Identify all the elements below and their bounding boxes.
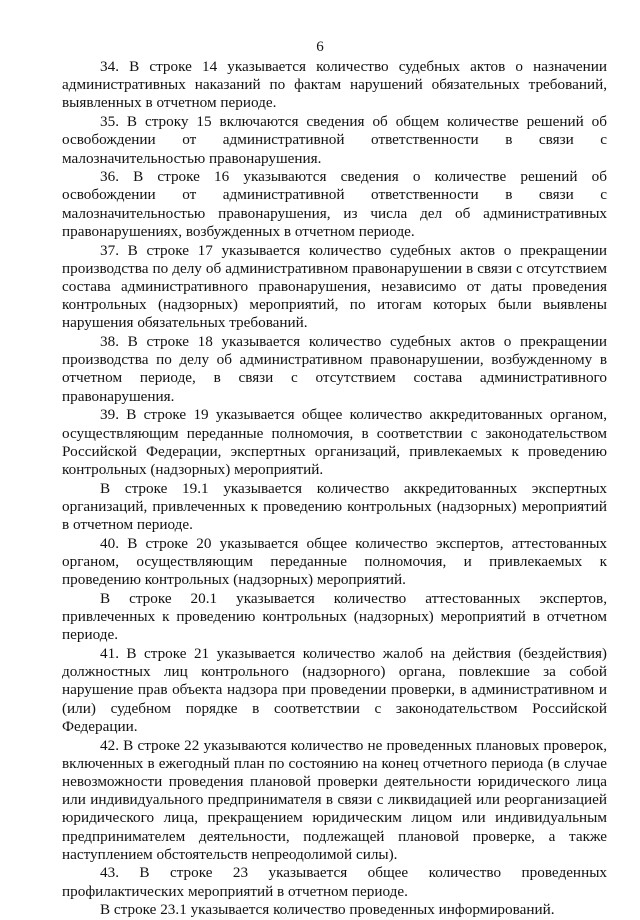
paragraph-43: 43. В строке 23 указывается общее количество проведенных профилактических мероприятий в отчетном периоде. [62,864,607,900]
paragraph-38: 38. В строке 18 указывается количество судебных актов о прекращении производства по делу об административном правонарушении, возбужденному в отчетном периоде, в связи с отсутствием состава административного правонарушения. [62,333,607,405]
paragraph-41: 41. В строке 21 указывается количество жалоб на действия (бездействия) должностных лиц контрольного (надзорного) органа, повлекшие за собой нарушение прав объекта надзора при проведении проверки, в административном и (или) судебном порядке в соответствии с законодательством Российской Федерации. [62,645,607,735]
document-body [62,58,607,920]
paragraph-37: 37. В строке 17 указывается количество судебных актов о прекращении производства по делу об административном правонарушении в связи с отсутствием состава административного правонарушения, независимо от даты проведения контрольных (надзорных) мероприятий, по итогам которых были выявлены нарушения обязательных требований. [62,241,607,332]
paragraph-43-line-23-1: В строке 23.1 указывается количество проведенных информирований. [100,901,555,919]
paragraph-40-line-20-1: В строке 20.1 указывается количество аттестованных экспертов, привлеченных к проведению контрольных (надзорных) мероприятий в отчетном периоде. [62,589,607,644]
paragraph-34: 34. В строке 14 указывается количество судебных актов о назначении административных наказаний по фактам нарушений обязательных требований, выявленных в отчетном периоде. [62,58,607,112]
paragraph-35: 35. В строку 15 включаются сведения об общем количестве решений об освобождении от административной ответственности в связи с малозначительностью правонарушения. [62,113,607,167]
paragraph-42: 42. В строке 22 указываются количество не проведенных плановых проверок, включенных в ежегодный план по состоянию на конец отчетного периода (в случае невозможности проведения плановой проверки деятельности юридического лица или индивидуального предпринимателя в связи с ликвидацией или реорганизацией юридического лица, прекращением юридическим лицом или индивидуальным предпринимателем деятельности, подлежащей плановой проверке, а также наступлением обстоятельств непреодолимой силы). [62,736,607,863]
paragraph-39: 39. В строке 19 указывается общее количество аккредитованных органом, осуществляющим переданные полномочия, в соответствии с законодательством Российской Федерации, экспертных организаций, привлекаемых к проведению контрольных (надзорных) мероприятий. [62,406,607,478]
paragraph-36: 36. В строке 16 указываются сведения о количестве решений об освобождении от административной ответственности в связи с малозначительностью правонарушения, из числа дел об административных правонарушениях, возбужденных в отчетном периоде. [62,168,607,240]
paragraph-40: 40. В строке 20 указывается общее количество экспертов, аттестованных органом, осуществляющим переданные полномочия, и привлекаемых к проведению контрольных (надзорных) мероприятий. [62,534,607,589]
paragraph-39-line-19-1: В строке 19.1 указывается количество аккредитованных экспертных организаций, привлеченных к проведению контрольных (надзорных) мероприятий в отчетном периоде. [62,479,607,534]
page-number: 6 [316,39,324,55]
